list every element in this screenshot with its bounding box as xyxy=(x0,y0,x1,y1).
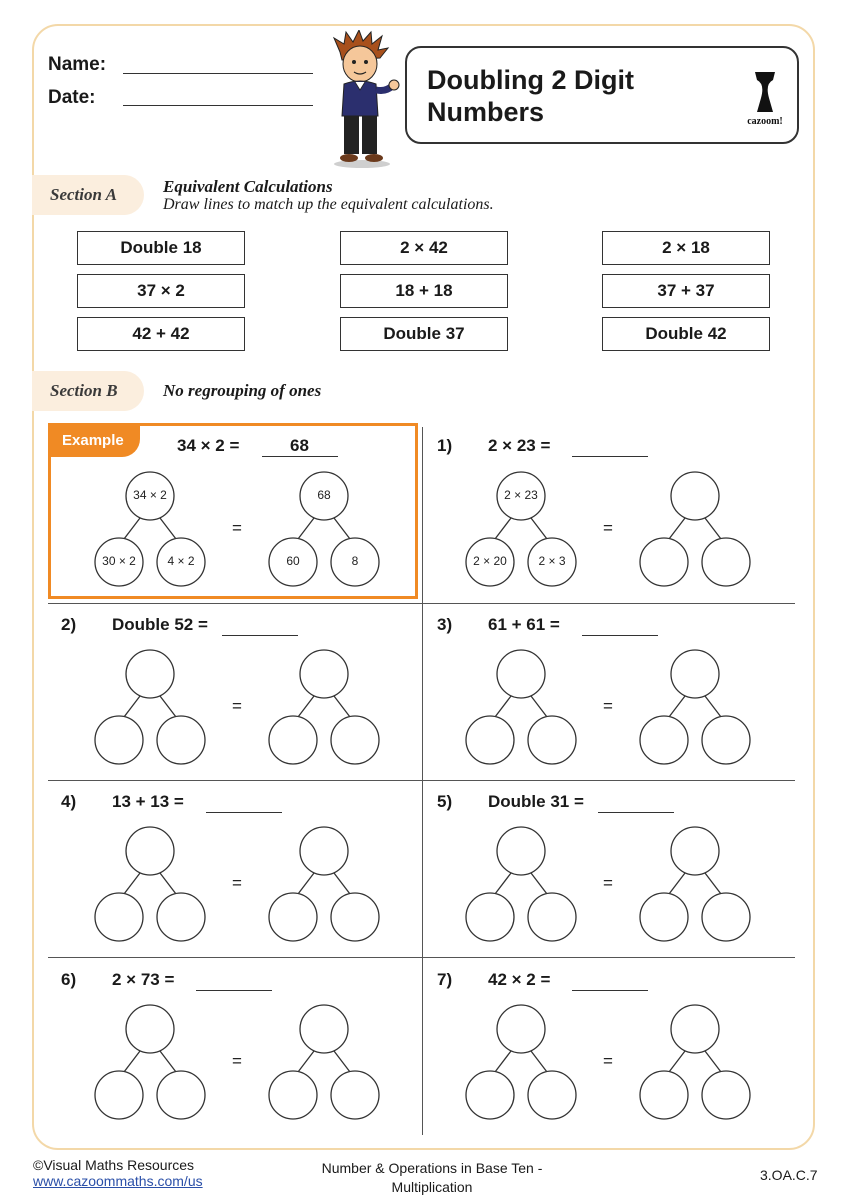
footer-url-link[interactable]: www.cazoommaths.com/us xyxy=(33,1173,203,1189)
branch-line xyxy=(495,696,511,717)
part-circle xyxy=(528,893,576,941)
branch-line xyxy=(124,873,140,894)
footer-topic-line-1: Number & Operations in Base Ten - xyxy=(321,1160,543,1176)
branch-line xyxy=(495,518,511,539)
branch-line xyxy=(124,518,140,539)
branch-line xyxy=(298,518,314,539)
branch-line xyxy=(298,873,314,894)
calc-box[interactable]: 37 × 2 xyxy=(77,274,245,308)
branch-line xyxy=(334,696,350,717)
part-circle xyxy=(157,1071,205,1119)
name-label: Name: xyxy=(48,54,107,75)
branch-line xyxy=(124,1051,140,1072)
whole-label: 34 × 2 xyxy=(133,488,167,503)
section-a-instruction: Draw lines to match up the equivalent calculations. xyxy=(163,196,494,213)
example-answer: 68 xyxy=(290,436,309,455)
equals-sign: = xyxy=(232,873,242,893)
part-circle xyxy=(528,1071,576,1119)
whole-circle xyxy=(671,472,719,520)
part-circle xyxy=(528,716,576,764)
branch-line xyxy=(160,1051,176,1072)
question-text: 42 × 2 = xyxy=(488,970,551,989)
branch-line xyxy=(298,696,314,717)
whole-circle xyxy=(497,827,545,875)
footer-copyright: ©Visual Maths Resources xyxy=(33,1157,195,1173)
equals-sign: = xyxy=(603,873,613,893)
part-circle xyxy=(95,716,143,764)
branch-line xyxy=(160,696,176,717)
question-number: 1) xyxy=(437,436,453,455)
part-circle xyxy=(331,893,379,941)
whole-circle xyxy=(300,650,348,698)
part-label: 60 xyxy=(286,554,300,569)
part-circle xyxy=(702,716,750,764)
part-circle xyxy=(640,538,688,586)
branch-line xyxy=(160,873,176,894)
example-question: 34 × 2 = xyxy=(177,436,240,455)
date-label: Date: xyxy=(48,87,96,108)
equals-sign: = xyxy=(603,696,613,716)
svg-text:cazoom!: cazoom! xyxy=(747,116,783,127)
calc-box[interactable]: 2 × 18 xyxy=(602,231,770,265)
branch-line xyxy=(669,696,685,717)
part-circle xyxy=(702,1071,750,1119)
part-circle xyxy=(95,1071,143,1119)
part-label: 8 xyxy=(351,554,359,569)
part-circle xyxy=(331,716,379,764)
question-number: 5) xyxy=(437,792,453,811)
footer-standard-code: 3.OA.C.7 xyxy=(760,1167,818,1183)
whole-circle xyxy=(300,1005,348,1053)
section-b-heading: No regrouping of ones xyxy=(163,381,322,400)
branch-line xyxy=(298,1051,314,1072)
branch-line xyxy=(669,1051,685,1072)
part-circle xyxy=(269,716,317,764)
calc-box[interactable]: 18 + 18 xyxy=(340,274,508,308)
part-circle xyxy=(269,893,317,941)
branch-line xyxy=(124,696,140,717)
question-number: 3) xyxy=(437,615,453,634)
part-label: 2 × 3 xyxy=(538,554,566,569)
example-tab: Example xyxy=(48,423,140,457)
branch-line xyxy=(531,518,547,539)
whole-circle xyxy=(671,827,719,875)
whole-label: 2 × 23 xyxy=(504,488,538,503)
part-circle xyxy=(157,893,205,941)
whole-circle xyxy=(497,650,545,698)
section-b-tab: Section B xyxy=(32,371,144,411)
branch-line xyxy=(531,696,547,717)
footer-topic-line-2: Multiplication xyxy=(391,1179,473,1195)
question-number: 4) xyxy=(61,792,77,811)
whole-circle xyxy=(671,650,719,698)
branch-line xyxy=(705,518,721,539)
question-text: 2 × 73 = xyxy=(112,970,175,989)
part-circle xyxy=(640,893,688,941)
part-circle xyxy=(95,893,143,941)
branch-line xyxy=(160,518,176,539)
branch-line xyxy=(531,873,547,894)
question-number: 6) xyxy=(61,970,77,989)
calc-box[interactable]: Double 18 xyxy=(77,231,245,265)
calc-box[interactable]: 37 + 37 xyxy=(602,274,770,308)
question-text: 13 + 13 = xyxy=(112,792,184,811)
branch-line xyxy=(531,1051,547,1072)
whole-circle xyxy=(126,1005,174,1053)
part-label: 4 × 2 xyxy=(167,554,195,569)
equals-sign: = xyxy=(232,518,242,538)
branch-line xyxy=(495,873,511,894)
part-label: 2 × 20 xyxy=(473,554,507,569)
part-circle xyxy=(466,893,514,941)
branch-line xyxy=(705,1051,721,1072)
part-circle xyxy=(640,716,688,764)
branch-line xyxy=(495,1051,511,1072)
branch-line xyxy=(705,696,721,717)
question-text: 61 + 61 = xyxy=(488,615,560,634)
question-text: 2 × 23 = xyxy=(488,436,551,455)
whole-circle xyxy=(126,827,174,875)
equals-sign: = xyxy=(603,518,613,538)
branch-line xyxy=(334,1051,350,1072)
branch-line xyxy=(669,873,685,894)
part-circle xyxy=(466,1071,514,1119)
question-number: 2) xyxy=(61,615,77,634)
branch-line xyxy=(334,873,350,894)
equals-sign: = xyxy=(232,696,242,716)
calc-box[interactable]: Double 37 xyxy=(340,317,508,351)
equals-sign: = xyxy=(603,1051,613,1071)
branch-line xyxy=(334,518,350,539)
whole-circle xyxy=(126,650,174,698)
branch-line xyxy=(705,873,721,894)
equals-sign: = xyxy=(232,1051,242,1071)
section-a-heading: Equivalent Calculations xyxy=(163,177,333,196)
part-circle xyxy=(331,1071,379,1119)
branch-line xyxy=(669,518,685,539)
worksheet-title: Doubling 2 Digit Numbers xyxy=(427,65,634,127)
calc-box[interactable]: 2 × 42 xyxy=(340,231,508,265)
part-circle xyxy=(640,1071,688,1119)
calc-box[interactable]: Double 42 xyxy=(602,317,770,351)
section-a-tab: Section A xyxy=(32,175,144,215)
question-text: Double 31 = xyxy=(488,792,584,811)
whole-circle xyxy=(671,1005,719,1053)
part-circle xyxy=(466,716,514,764)
question-text: Double 52 = xyxy=(112,615,208,634)
part-circle xyxy=(702,893,750,941)
part-circle xyxy=(269,1071,317,1119)
part-circle xyxy=(702,538,750,586)
whole-label: 68 xyxy=(317,488,331,503)
part-circle xyxy=(157,716,205,764)
whole-circle xyxy=(497,1005,545,1053)
question-number: 7) xyxy=(437,970,453,989)
calc-box[interactable]: 42 + 42 xyxy=(77,317,245,351)
whole-circle xyxy=(300,827,348,875)
part-label: 30 × 2 xyxy=(102,554,136,569)
